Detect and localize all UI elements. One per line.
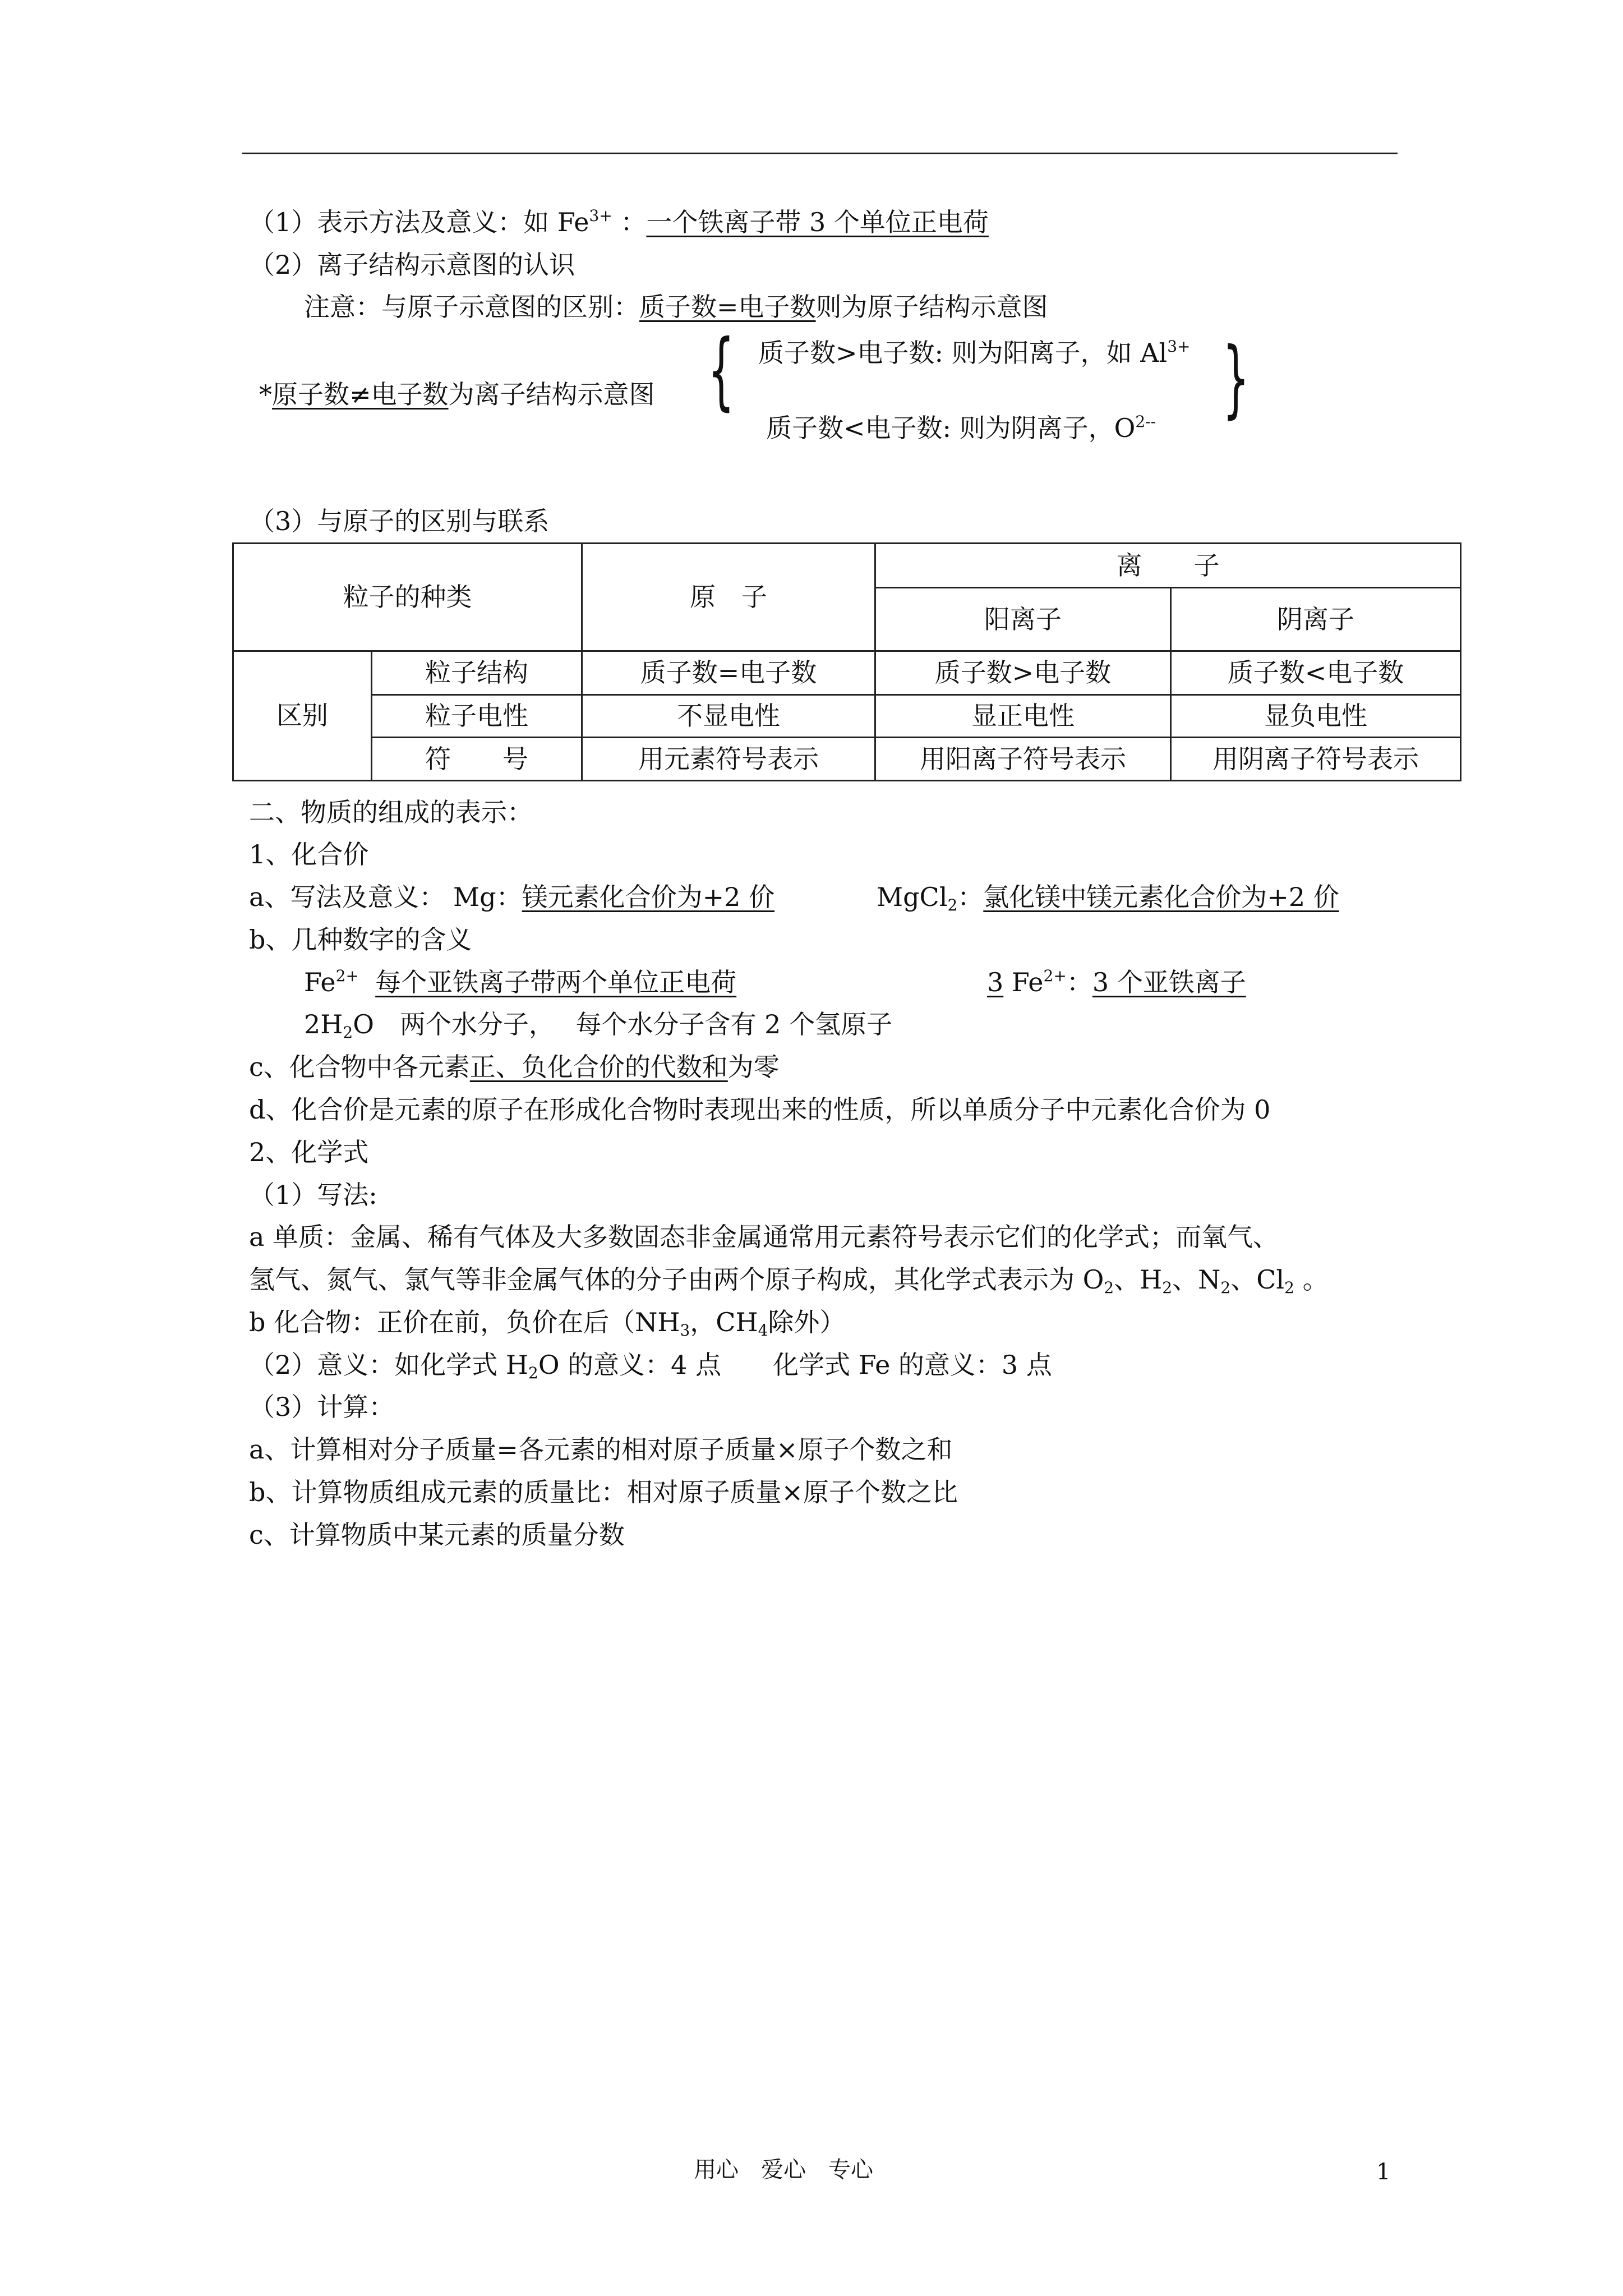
write-a2-pre: 氢气、氮气、氯气等非金属气体的分子由两个原子构成，其化学式表示为 O <box>249 1264 1104 1295</box>
meaning-pre: （2）意义：如化学式 H <box>249 1350 529 1380</box>
valence-mgcl-line <box>877 882 1339 914</box>
comparison-table <box>232 542 1461 781</box>
header-rule <box>242 153 1398 154</box>
write-title: （1）写法: <box>249 1180 377 1210</box>
cell-atom: 质子数=电子数 <box>582 651 875 695</box>
write-a-line: a 单质：金属、稀有气体及大多数固态非金属通常用元素符号表示它们的化学式；而氧气、 <box>249 1222 1279 1252</box>
star-line <box>259 381 655 407</box>
write-b-end: 除外） <box>768 1307 846 1337</box>
o2-sub: 2 <box>1104 1278 1114 1297</box>
note-prefix: 注意：与原子示意图的区别： <box>304 292 639 322</box>
row-label: 符 号 <box>372 738 582 781</box>
mgcl-colon: ： <box>957 882 984 912</box>
cell-anion: 用阴离子符号表示 <box>1171 738 1461 781</box>
mgcl-pre: MgCl <box>877 882 948 912</box>
ch4-sub: 4 <box>758 1321 768 1340</box>
write-a2-end: 。 <box>1294 1264 1329 1295</box>
table-row <box>233 695 1461 738</box>
cell-cation: 质子数>电子数 <box>875 651 1171 695</box>
s1-line <box>249 206 989 237</box>
meaning-post: O 的意义：4 点 化学式 Fe 的意义：3 点 <box>538 1350 1052 1380</box>
h2o-sub: 2 <box>343 1023 353 1042</box>
row-label: 粒子结构 <box>372 651 582 695</box>
anion-sup: 2-- <box>1135 412 1156 431</box>
anion-line <box>766 412 1156 443</box>
h2-sub: 2 <box>1162 1278 1173 1297</box>
header-anion: 阴离子 <box>1171 588 1461 651</box>
cell-anion: 质子数<电子数 <box>1171 651 1461 695</box>
write-a2-cl: 、Cl <box>1230 1264 1285 1295</box>
cation-sup: 3+ <box>1167 337 1191 356</box>
cell-atom: 不显电性 <box>582 695 875 738</box>
write-b-ch: ，CH <box>690 1307 758 1337</box>
star-suffix: 为离子结构示意图 <box>448 379 655 409</box>
right-brace: } <box>1223 330 1249 427</box>
valence-a-prefix: a、写法及意义： Mg： <box>249 882 522 912</box>
s2-title: （2）离子结构示意图的认识 <box>249 250 575 280</box>
page-number: 1 <box>1376 2159 1391 2185</box>
s1-sup: 3+ <box>589 206 612 225</box>
s1-meaning: 一个铁离子带 3 个单位正电荷 <box>646 207 989 237</box>
c-post: 为零 <box>727 1052 780 1082</box>
calc-b: b、计算物质组成元素的质量比：相对原子质量×原子个数之比 <box>249 1477 958 1507</box>
write-b-pre: b 化合物：正价在前，负价在后（NH <box>249 1307 680 1337</box>
mgcl-meaning: 氯化镁中镁元素化合价为+2 价 <box>983 882 1339 912</box>
meaning-sub: 2 <box>528 1364 538 1382</box>
left-brace: { <box>708 322 735 420</box>
row-group-label: 区别 <box>233 651 372 781</box>
cell-anion: 显负电性 <box>1171 695 1461 738</box>
fe2-line <box>304 969 736 995</box>
table-row <box>233 738 1461 781</box>
header-ion: 离 子 <box>875 544 1461 588</box>
h2o-post: O 两个水分子， 每个水分子含有 2 个氢原子 <box>353 1009 893 1039</box>
header-atom: 原 子 <box>582 544 875 651</box>
d-line: d、化合价是元素的原子在形成化合物时表现出来的性质，所以单质分子中元素化合价为 0 <box>249 1094 1271 1125</box>
calc-a: a、计算相对分子质量=各元素的相对原子质量×原子个数之和 <box>249 1434 953 1465</box>
cell-cation: 用阳离子符号表示 <box>875 738 1171 781</box>
fe3-mid: Fe <box>1003 967 1044 997</box>
s1-sep: ： <box>612 207 647 237</box>
fe3-meaning: 3 个亚铁离子 <box>1092 967 1246 997</box>
meaning-line <box>249 1350 1052 1382</box>
write-a2-line <box>249 1264 1329 1297</box>
write-b-line <box>249 1307 846 1340</box>
star-mark: * <box>259 379 272 409</box>
note-suffix: 则为原子结构示意图 <box>815 292 1048 322</box>
table-row <box>233 651 1461 695</box>
anion-text: 质子数<电子数: 则为阴离子，O <box>766 413 1136 443</box>
nh3-sub: 3 <box>680 1321 690 1340</box>
footer-motto: 用心 爱心 专心 <box>694 2157 873 2183</box>
s1-prefix: （1）表示方法及意义：如 Fe <box>249 207 589 237</box>
part2-title: 二、物质的组成的表示： <box>249 797 533 827</box>
cation-text: 质子数>电子数: 则为阳离子，如 Al <box>758 338 1168 368</box>
calc-c: c、计算物质中某元素的质量分数 <box>249 1520 625 1550</box>
part2-h1: 1、化合价 <box>249 839 369 869</box>
note-line <box>304 294 1048 320</box>
note-eq: 质子数=电子数 <box>639 292 816 322</box>
header-cation: 阳离子 <box>875 588 1171 651</box>
star-neq: 原子数≠电子数 <box>272 379 449 409</box>
c-line <box>249 1054 780 1080</box>
calc-title: （3）计算： <box>249 1392 395 1422</box>
write-a2-h: 、H <box>1114 1264 1163 1295</box>
fe3-line <box>987 969 1246 995</box>
fe2-sup: 2+ <box>335 967 359 985</box>
mgcl-sub: 2 <box>947 896 958 914</box>
h2o-pre: 2H <box>304 1009 343 1039</box>
s3-title: （3）与原子的区别与联系 <box>249 506 550 536</box>
part2-h2: 2、化学式 <box>249 1137 369 1167</box>
c-pre: c、化合物中各元素 <box>249 1052 470 1082</box>
row-label: 粒子电性 <box>372 695 582 738</box>
cell-cation: 显正电性 <box>875 695 1171 738</box>
fe2-meaning: 每个亚铁离子带两个单位正电荷 <box>375 967 737 997</box>
fe3-colon: ： <box>1066 967 1092 997</box>
header-kind: 粒子的种类 <box>233 544 582 651</box>
valence-a-mg: 镁元素化合价为+2 价 <box>522 882 775 912</box>
cation-line <box>758 337 1191 368</box>
c-underlined: 正、负化合价的代数和 <box>469 1052 728 1082</box>
fe2-pre: Fe <box>304 967 336 997</box>
cl2-sub: 2 <box>1284 1278 1294 1297</box>
fe3-num: 3 <box>987 967 1004 997</box>
write-a2-n: 、N <box>1172 1264 1221 1295</box>
h2o-line <box>304 1009 893 1042</box>
fe3-sup: 2+ <box>1043 967 1067 985</box>
n2-sub: 2 <box>1220 1278 1231 1297</box>
b-title: b、几种数字的含义 <box>249 924 472 955</box>
cell-atom: 用元素符号表示 <box>582 738 875 781</box>
valence-a-line <box>249 884 774 910</box>
